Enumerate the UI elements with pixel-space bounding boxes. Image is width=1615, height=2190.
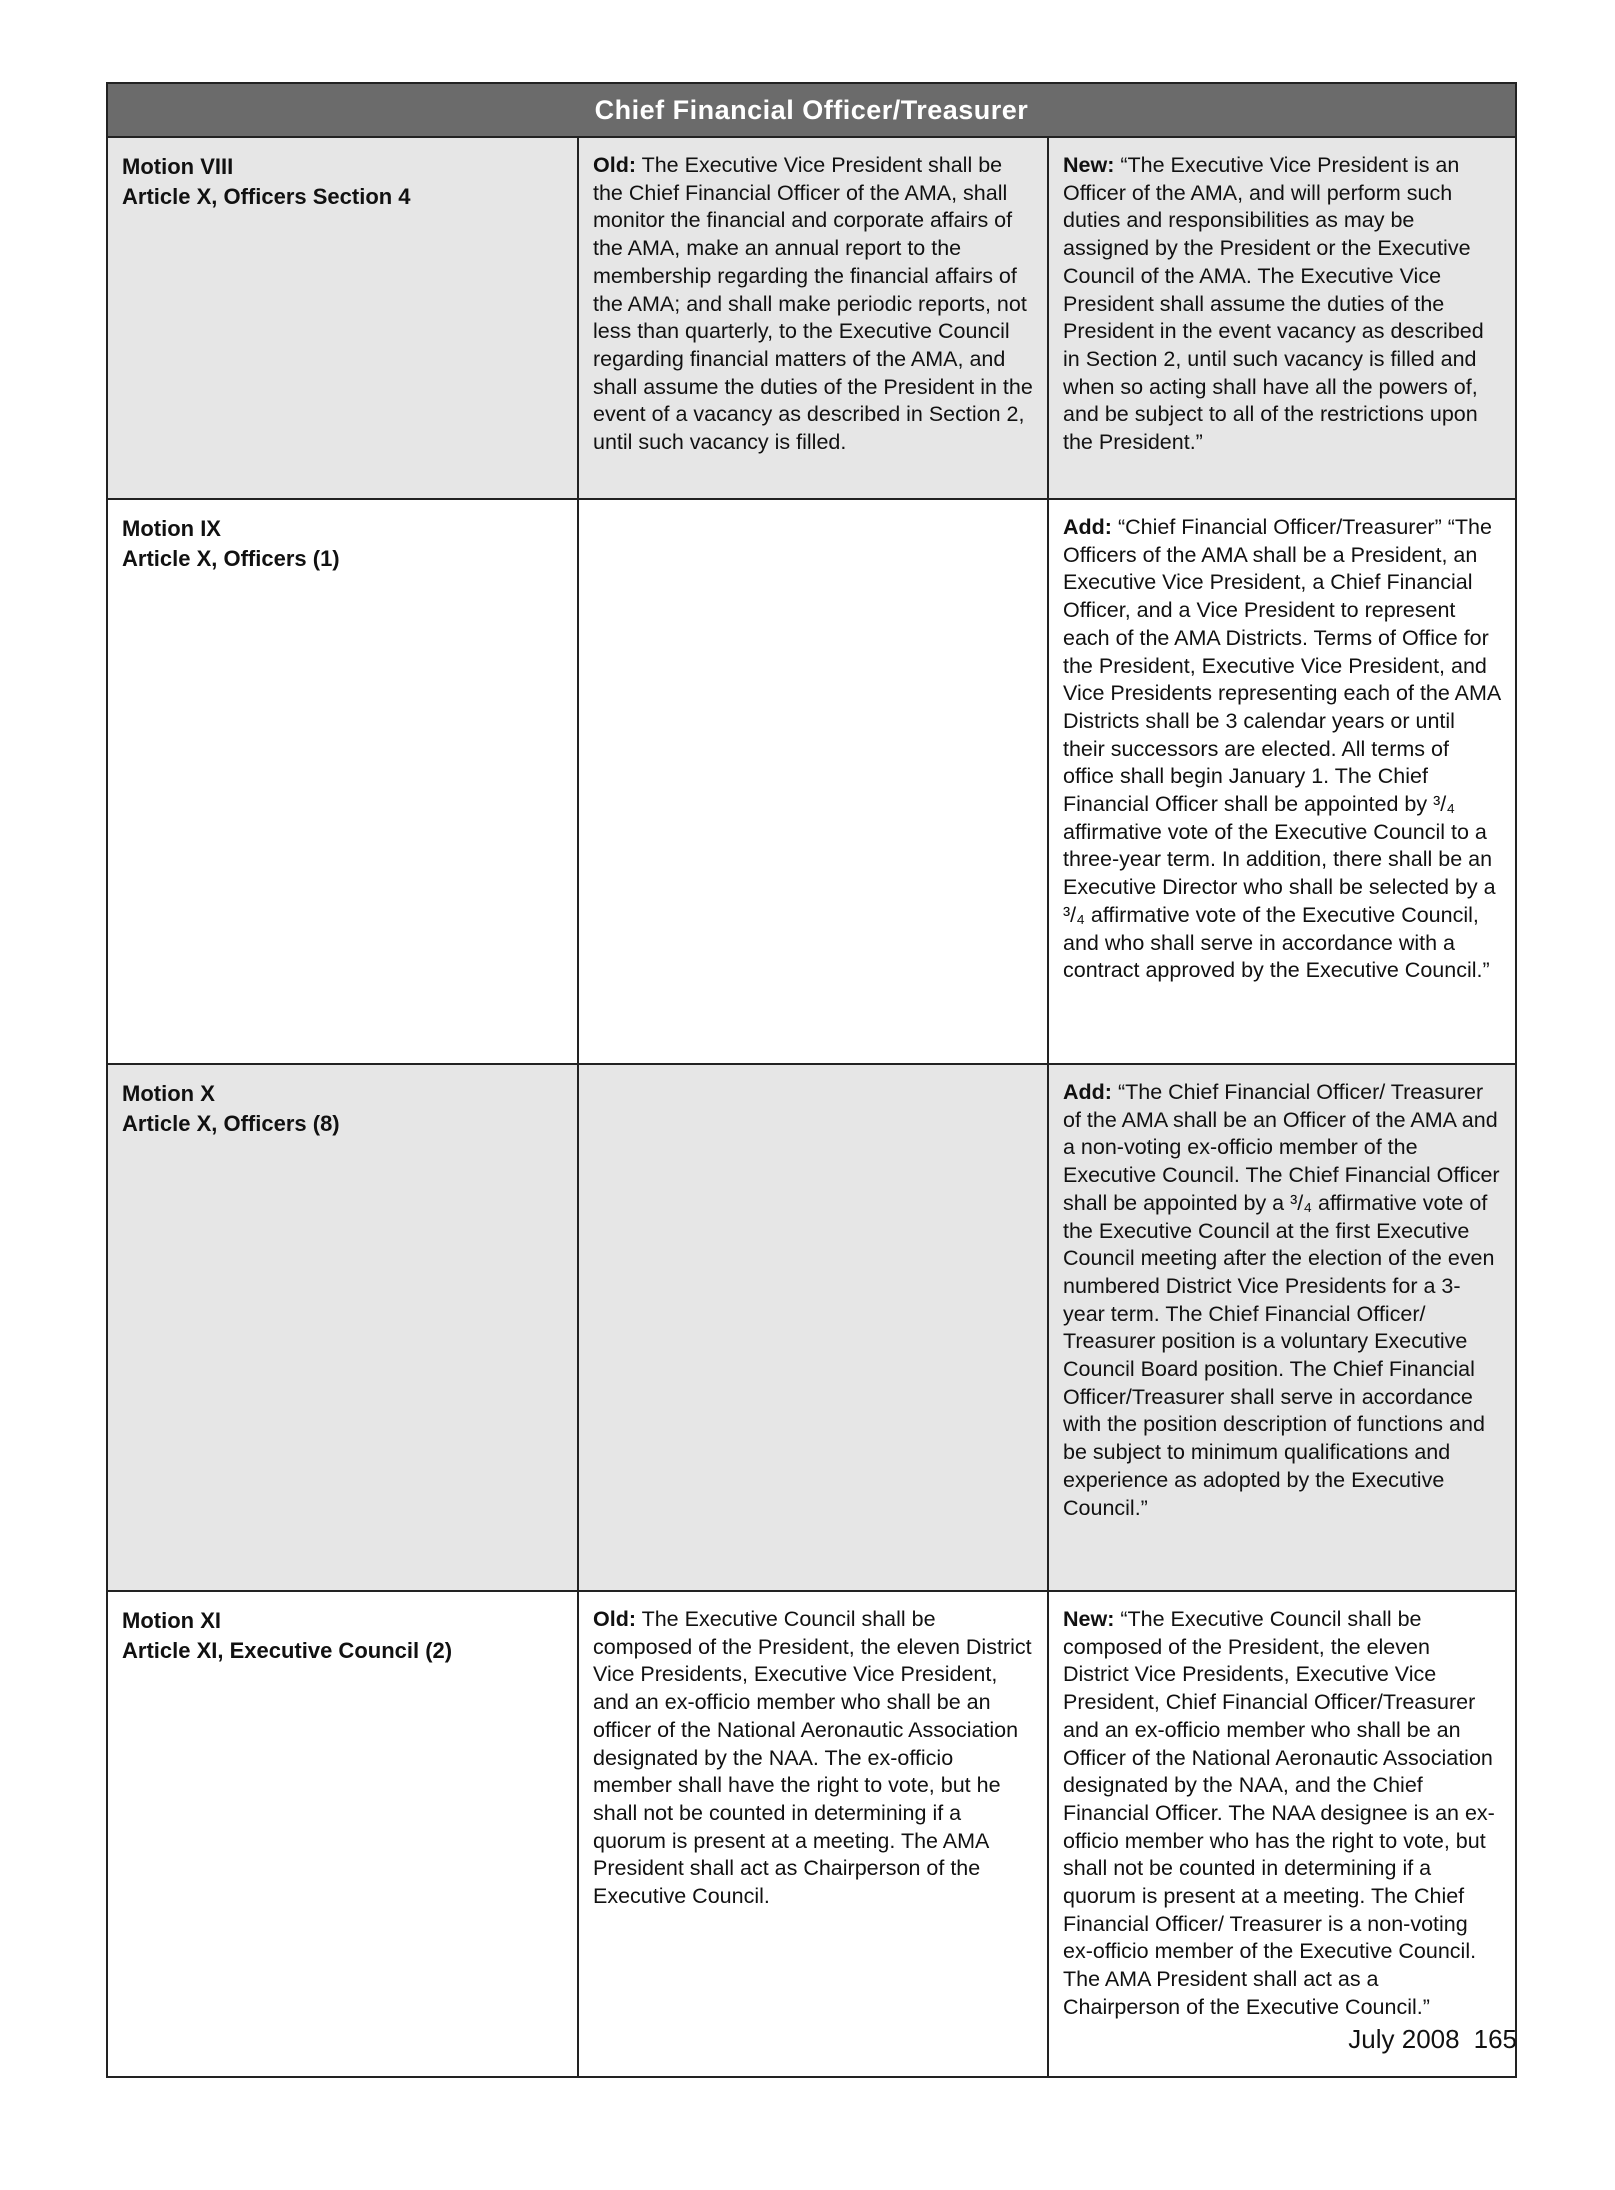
article-reference: Article X, Officers (8) xyxy=(122,1111,340,1136)
old-text: The Executive Council shall be composed of the President, the eleven District Vice Presidents, Executive Vice President, and an ex-officio member who shall be an officer of the National Aeronautic Association designated by the NAA. The ex-officio member shall have the right to vote, but he shall not be counted in determining if a quorum is present at a meeting. The AMA President shall act as Chairperson of the Executive Council. xyxy=(593,1607,1032,1909)
table-row xyxy=(108,1065,1515,1592)
old-text-cell xyxy=(579,1065,1049,1590)
old-text-cell xyxy=(579,138,1049,498)
add-text: “The Chief Financial Officer/ Treasurer of the AMA shall be an Officer of the AMA and a non-voting ex-officio member of the Executive Council. The Chief Financial Officer shall be appointed by a ³/₄ affirmative vote of the Executive Council at the first Executive Council meeting after the election of the even numbered District Vice Presidents for a 3-year term. The Chief Financial Officer/ Treasurer position is a voluntary Executive Council Board position. The Chief Financial Officer/Treasurer shall serve in accordance with the position description of functions and be subject to minimum qualifications and experience as adopted by the Executive Council.” xyxy=(1063,1080,1500,1520)
new-text-cell xyxy=(1049,1065,1515,1590)
old-text-cell xyxy=(579,1592,1049,2076)
motion-cell xyxy=(108,138,579,498)
amendments-table xyxy=(106,82,1517,2078)
page-footer xyxy=(1348,2024,1517,2055)
motion-number: Motion VIII xyxy=(122,154,234,179)
article-reference: Article X, Officers (1) xyxy=(122,546,340,571)
new-label: New: xyxy=(1063,1607,1115,1631)
new-text-cell xyxy=(1049,1592,1515,2076)
add-label: Add: xyxy=(1063,1080,1112,1104)
old-text-cell xyxy=(579,500,1049,1063)
motion-number: Motion XI xyxy=(122,1608,221,1633)
article-reference: Article X, Officers Section 4 xyxy=(122,184,411,209)
new-text: “The Executive Council shall be composed of the President, the eleven District Vice Presidents, Executive Vice President, Chief Financial Officer/Treasurer and an ex-officio member who shall be an Officer of the National Aeronautic Association designated by the NAA, and the Chief Financial Officer. The NAA designee is an ex-officio member who has the right to vote, but shall not be counted in determining if a quorum is present at a meeting. The Chief Financial Officer/ Treasurer is a non-voting ex-officio member of the Executive Council. The AMA President shall act as a Chairperson of the Executive Council.” xyxy=(1063,1607,1495,2019)
motion-cell xyxy=(108,1065,579,1590)
old-label: Old: xyxy=(593,1607,636,1631)
motion-number: Motion X xyxy=(122,1081,215,1106)
motion-cell xyxy=(108,500,579,1063)
new-text-cell xyxy=(1049,500,1515,1063)
old-label: Old: xyxy=(593,153,636,177)
table-title: Chief Financial Officer/Treasurer xyxy=(108,84,1515,138)
table-row xyxy=(108,500,1515,1065)
motion-cell xyxy=(108,1592,579,2076)
motion-number: Motion IX xyxy=(122,516,221,541)
article-reference: Article XI, Executive Council (2) xyxy=(122,1638,453,1663)
new-text: “The Executive Vice President is an Officer of the AMA, and will perform such duties and responsibilities as may be assigned by the President or the Executive Council of the AMA. The Executive Vice President shall assume the duties of the President in the event vacancy as described in Section 2, until such vacancy is filled and when so acting shall have all the powers of, and be subject to all of the restrictions upon the President.” xyxy=(1063,153,1484,455)
table-row xyxy=(108,1592,1515,2076)
add-text: “Chief Financial Officer/Treasurer” “The Officers of the AMA shall be a President, an Executive Vice President, a Chief Financial Officer, and a Vice President to represent each of the AMA Districts. Terms of Office for the President, Executive Vice President, and Vice Presidents representing each of the AMA Districts shall be 3 calendar years or until their successors are elected. All terms of office shall begin January 1. The Chief Financial Officer shall be appointed by ³/₄ affirmative vote of the Executive Council to a three-year term. In addition, there shall be an Executive Director who shall be selected by a ³/₄ affirmative vote of the Executive Council, and who shall serve in accordance with a contract approved by the Executive Council.” xyxy=(1063,515,1501,983)
old-text: The Executive Vice President shall be the Chief Financial Officer of the AMA, shall monitor the financial and corporate affairs of the AMA, make an annual report to the membership regarding the financial affairs of the AMA; and shall make periodic reports, not less than quarterly, to the Executive Council regarding financial matters of the AMA, and shall assume the duties of the President in the event of a vacancy as described in Section 2, until such vacancy is filled. xyxy=(593,153,1033,455)
add-label: Add: xyxy=(1063,515,1112,539)
page-number: 165 xyxy=(1473,2024,1517,2054)
footer-date: July 2008 xyxy=(1348,2024,1460,2054)
new-text-cell xyxy=(1049,138,1515,498)
new-label: New: xyxy=(1063,153,1115,177)
table-row xyxy=(108,138,1515,500)
